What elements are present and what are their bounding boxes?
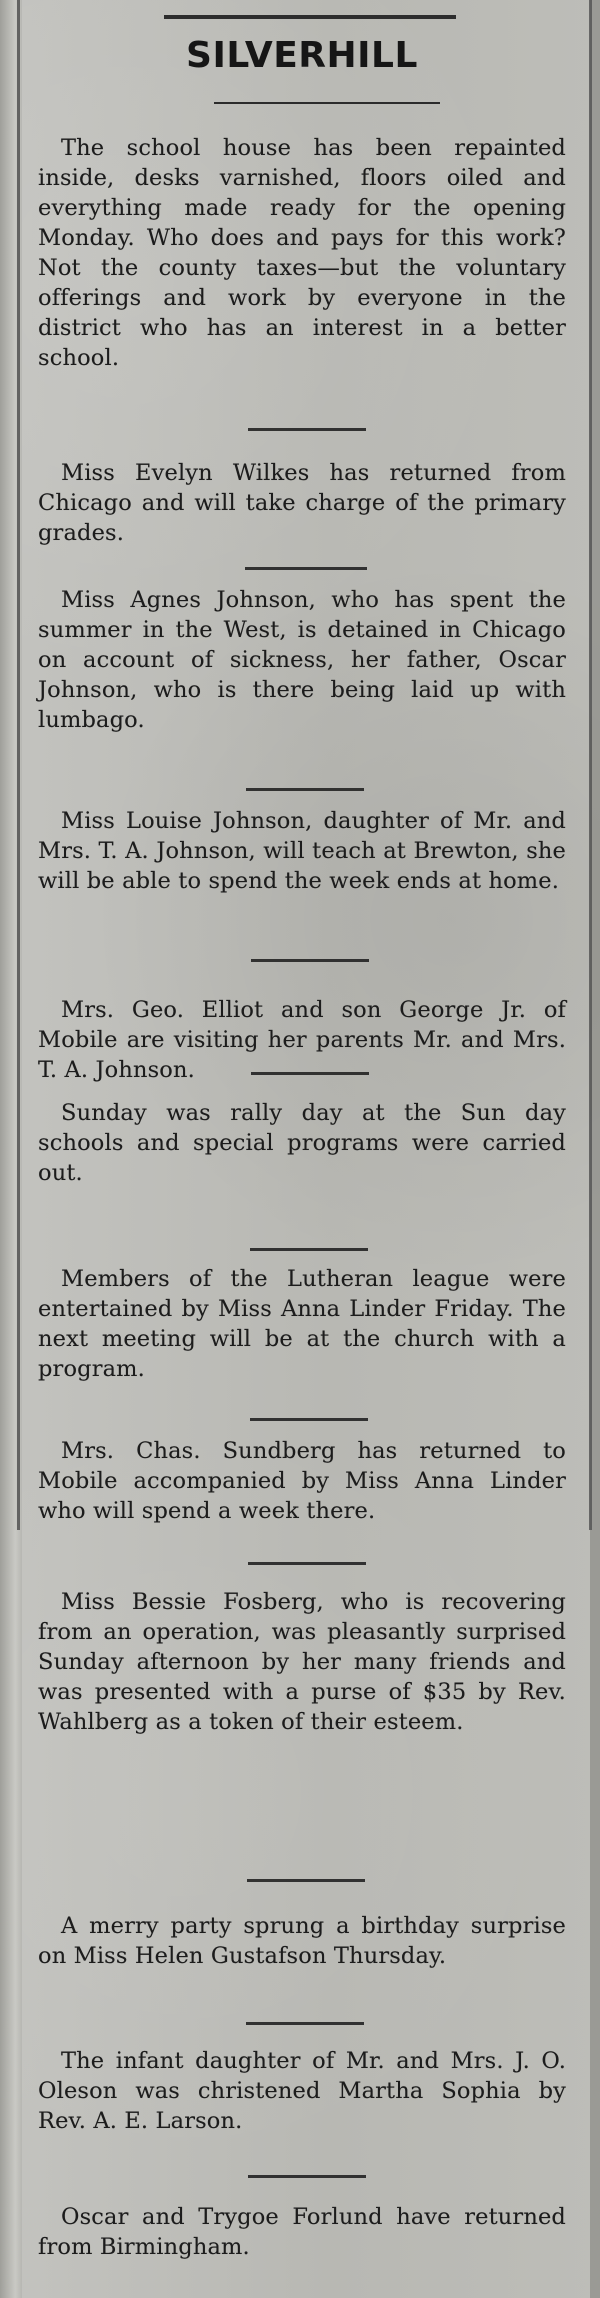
article-rally-day (38, 1098, 566, 1188)
article-school-house (38, 133, 566, 373)
right-column-rule (589, 0, 592, 1530)
article-infant-christening-text: The infant daughter of Mr. and Mrs. J. O. Oleson was christened Martha Sophia by Rev. A. E. Larson. (38, 2048, 566, 2134)
title-rule (214, 102, 440, 104)
article-chas-sundberg (38, 1436, 566, 1526)
separator-2 (245, 567, 367, 570)
article-agnes-johnson (38, 585, 566, 735)
article-chas-sundberg-text: Mrs. Chas. Sundberg has returned to Mobile accompanied by Miss Anna Linder who will spend a week there. (38, 1438, 566, 1524)
article-lutheran-league (38, 1264, 566, 1384)
separator-9 (247, 1879, 365, 1882)
separator-6 (250, 1248, 368, 1251)
article-bessie-fosberg-text: Miss Bessie Fosberg, who is recovering from an operation, was pleasantly surprised Sunday afternoon by her many friends and was presented with a purse of $35 by Rev. Wahlberg as a token of their esteem. (38, 1589, 566, 1735)
top-rule (164, 15, 456, 19)
article-agnes-johnson-text: Miss Agnes Johnson, who has spent the summer in the West, is detained in Chicago on account of sickness, her father, Oscar Johnson, who is there being laid up with lumbago. (38, 587, 566, 733)
article-louise-johnson-text: Miss Louise Johnson, daughter of Mr. and Mrs. T. A. Johnson, will teach at Brewton, she will be able to spend the week ends at home. (38, 808, 566, 894)
article-lutheran-league-text: Members of the Lutheran league were entertained by Miss Anna Linder Friday. The next meeting will be at the church with a program. (38, 1266, 566, 1382)
left-column-rule (17, 0, 20, 1530)
article-forlund (38, 2202, 566, 2262)
page-title: SILVERHILL (186, 35, 418, 76)
separator-7 (250, 1418, 368, 1421)
article-helen-gustafson-text: A merry party sprung a birthday surprise on Miss Helen Gustafson Thursday. (38, 1913, 566, 1969)
separator-10 (246, 2022, 364, 2025)
separator-8 (248, 1562, 366, 1565)
separator-5 (251, 1072, 369, 1075)
article-bessie-fosberg (38, 1587, 566, 1737)
separator-4 (251, 959, 369, 962)
article-forlund-text: Oscar and Trygoe Forlund have returned from Birmingham. (38, 2204, 566, 2260)
separator-11 (248, 2175, 366, 2178)
article-rally-day-text: Sunday was rally day at the Sun day schools and special programs were carried out. (38, 1100, 566, 1186)
article-geo-elliot-text: Mrs. Geo. Elliot and son George Jr. of Mobile are visiting her parents Mr. and Mrs. T. A. Johnson. (38, 997, 566, 1083)
separator-1 (248, 428, 366, 431)
news-column (38, 0, 566, 2298)
article-evelyn-wilkes (38, 458, 566, 548)
article-infant-christening (38, 2046, 566, 2136)
separator-3 (246, 788, 364, 791)
article-school-house-text: The school house has been repainted inside, desks varnished, floors oiled and everything made ready for the opening Monday. Who does and pays for this work? Not the county taxes—but the voluntary offerings and work by everyone in the district who has an interest in a better school. (38, 135, 566, 371)
article-helen-gustafson (38, 1911, 566, 1971)
article-louise-johnson (38, 806, 566, 896)
article-evelyn-wilkes-text: Miss Evelyn Wilkes has returned from Chicago and will take charge of the primary grades. (38, 460, 566, 546)
